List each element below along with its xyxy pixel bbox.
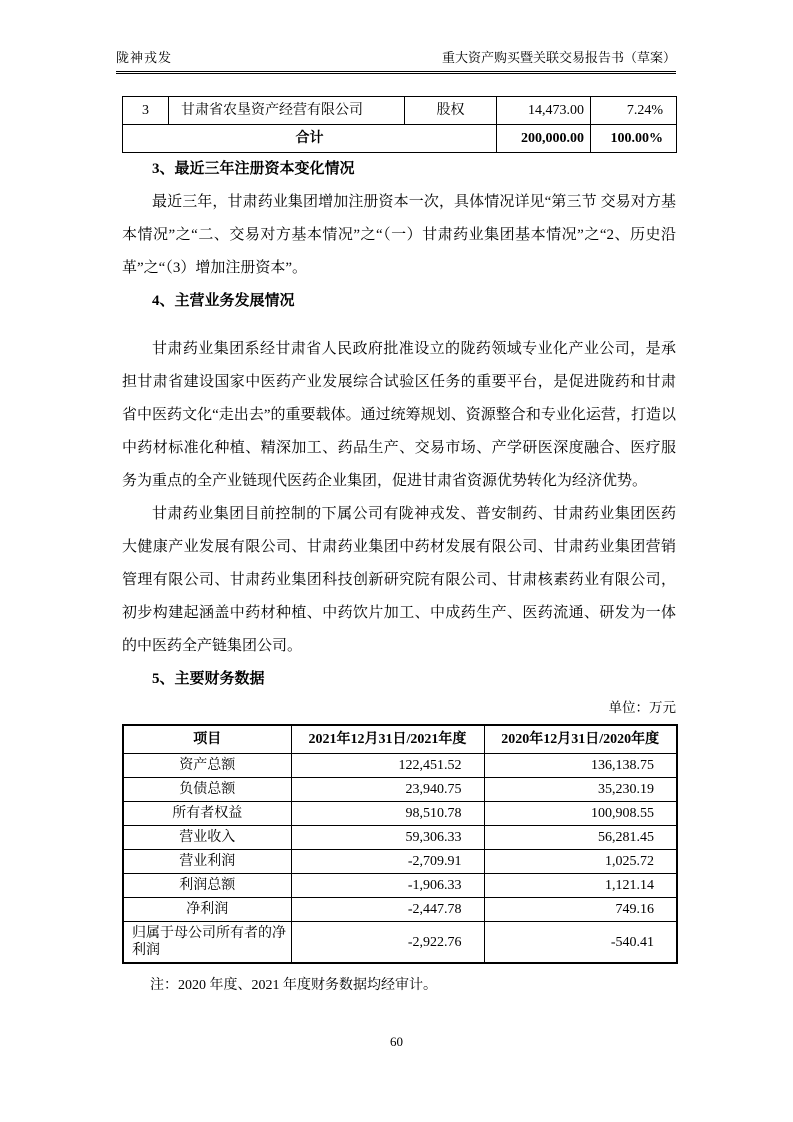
value-2020: 100,908.55 bbox=[484, 802, 677, 826]
value-2020: 749.16 bbox=[484, 898, 677, 922]
value-2020: 1,121.14 bbox=[484, 874, 677, 898]
page-footer bbox=[0, 1034, 793, 1050]
page-number: 60 bbox=[390, 1034, 403, 1049]
paragraph-main-business-2: 甘肃药业集团目前控制的下属公司有陇神戎发、普安制药、甘肃药业集团医药大健康产业发展有限公司、甘肃药业集团中药材发展有限公司、甘肃药业集团营销管理有限公司、甘肃药业集团科技创新研究院有限公司、甘肃核素药业有限公司，初步构建起涵盖中药材种植、中药饮片加工、中成药生产、医药流通、研发为一体的中医药全产链集团公司。 bbox=[122, 506, 676, 654]
row-label: 负债总额 bbox=[123, 778, 291, 802]
row-label: 资产总额 bbox=[123, 754, 291, 778]
table-row bbox=[123, 922, 677, 964]
financial-table bbox=[122, 724, 678, 964]
column-header-2021: 2021年12月31日/2021年度 bbox=[291, 725, 484, 754]
total-label-cell: 合计 bbox=[123, 125, 497, 153]
value-2021: 23,940.75 bbox=[291, 778, 484, 802]
row-label: 利润总额 bbox=[123, 874, 291, 898]
table-row bbox=[123, 97, 677, 125]
amount-cell: 14,473.00 bbox=[497, 97, 591, 125]
row-label: 营业收入 bbox=[123, 826, 291, 850]
paragraph-main-business-1: 甘肃药业集团系经甘肃省人民政府批准设立的陇药领域专业化产业公司，是承担甘肃省建设国家中医药产业发展综合试验区任务的重要平台，是促进陇药和甘肃省中医药文化“走出去”的重要载体。通过统筹规划、资源整合和专业化运营，打造以中药材标准化种植、精深加工、药品生产、交易市场、产学研医深度融合、医疗服务为重点的全产业链现代医药企业集团，促进甘肃省资源优势转化为经济优势。 bbox=[122, 341, 676, 489]
value-2020: 35,230.19 bbox=[484, 778, 677, 802]
unit-label: 单位：万元 bbox=[608, 700, 676, 715]
value-2020: 1,025.72 bbox=[484, 850, 677, 874]
table-row bbox=[123, 826, 677, 850]
value-2020: 56,281.45 bbox=[484, 826, 677, 850]
table-header-row bbox=[123, 725, 677, 754]
table-footnote: 注：2020 年度、2021 年度财务数据均经审计。 bbox=[150, 978, 437, 993]
section-heading-financial-data: 5、主要财务数据 bbox=[152, 671, 265, 687]
section-heading-main-business: 4、主营业务发展情况 bbox=[152, 293, 295, 309]
company-name-cell: 甘肃省农垦资产经营有限公司 bbox=[169, 97, 405, 125]
paragraph-registered-capital: 最近三年，甘肃药业集团增加注册资本一次，具体情况详见“第三节 交易对方基本情况”之“二、交易对方基本情况”之“（一）甘肃药业集团基本情况”之“2、历史沿革”之“（3）增加注册资本”。 bbox=[122, 194, 676, 276]
row-index-cell: 3 bbox=[123, 97, 169, 125]
column-header-2020: 2020年12月31日/2020年度 bbox=[484, 725, 677, 754]
page-header bbox=[116, 50, 676, 74]
equity-type-cell: 股权 bbox=[405, 97, 497, 125]
value-2021: -2,709.91 bbox=[291, 850, 484, 874]
value-2021: -2,922.76 bbox=[291, 922, 484, 964]
table-row bbox=[123, 898, 677, 922]
header-report-title: 重大资产购买暨关联交易报告书（草案） bbox=[441, 50, 676, 65]
table-total-row bbox=[123, 125, 677, 153]
row-label: 所有者权益 bbox=[123, 802, 291, 826]
row-label: 净利润 bbox=[123, 898, 291, 922]
column-header-item: 项目 bbox=[123, 725, 291, 754]
table-row bbox=[123, 802, 677, 826]
ratio-cell: 7.24% bbox=[591, 97, 677, 125]
total-ratio-cell: 100.00% bbox=[591, 125, 677, 153]
shareholder-table bbox=[122, 96, 677, 153]
value-2021: 59,306.33 bbox=[291, 826, 484, 850]
value-2020: 136,138.75 bbox=[484, 754, 677, 778]
value-2021: 122,451.52 bbox=[291, 754, 484, 778]
section-heading-registered-capital: 3、最近三年注册资本变化情况 bbox=[152, 161, 355, 177]
document-body bbox=[122, 96, 676, 996]
table-row bbox=[123, 850, 677, 874]
total-amount-cell: 200,000.00 bbox=[497, 125, 591, 153]
value-2021: -2,447.78 bbox=[291, 898, 484, 922]
table-row bbox=[123, 874, 677, 898]
row-label: 归属于母公司所有者的净利润 bbox=[123, 922, 291, 964]
value-2021: 98,510.78 bbox=[291, 802, 484, 826]
row-label: 营业利润 bbox=[123, 850, 291, 874]
table-row bbox=[123, 778, 677, 802]
table-row bbox=[123, 754, 677, 778]
header-company-name: 陇神戎发 bbox=[116, 50, 173, 65]
value-2020: -540.41 bbox=[484, 922, 677, 964]
value-2021: -1,906.33 bbox=[291, 874, 484, 898]
